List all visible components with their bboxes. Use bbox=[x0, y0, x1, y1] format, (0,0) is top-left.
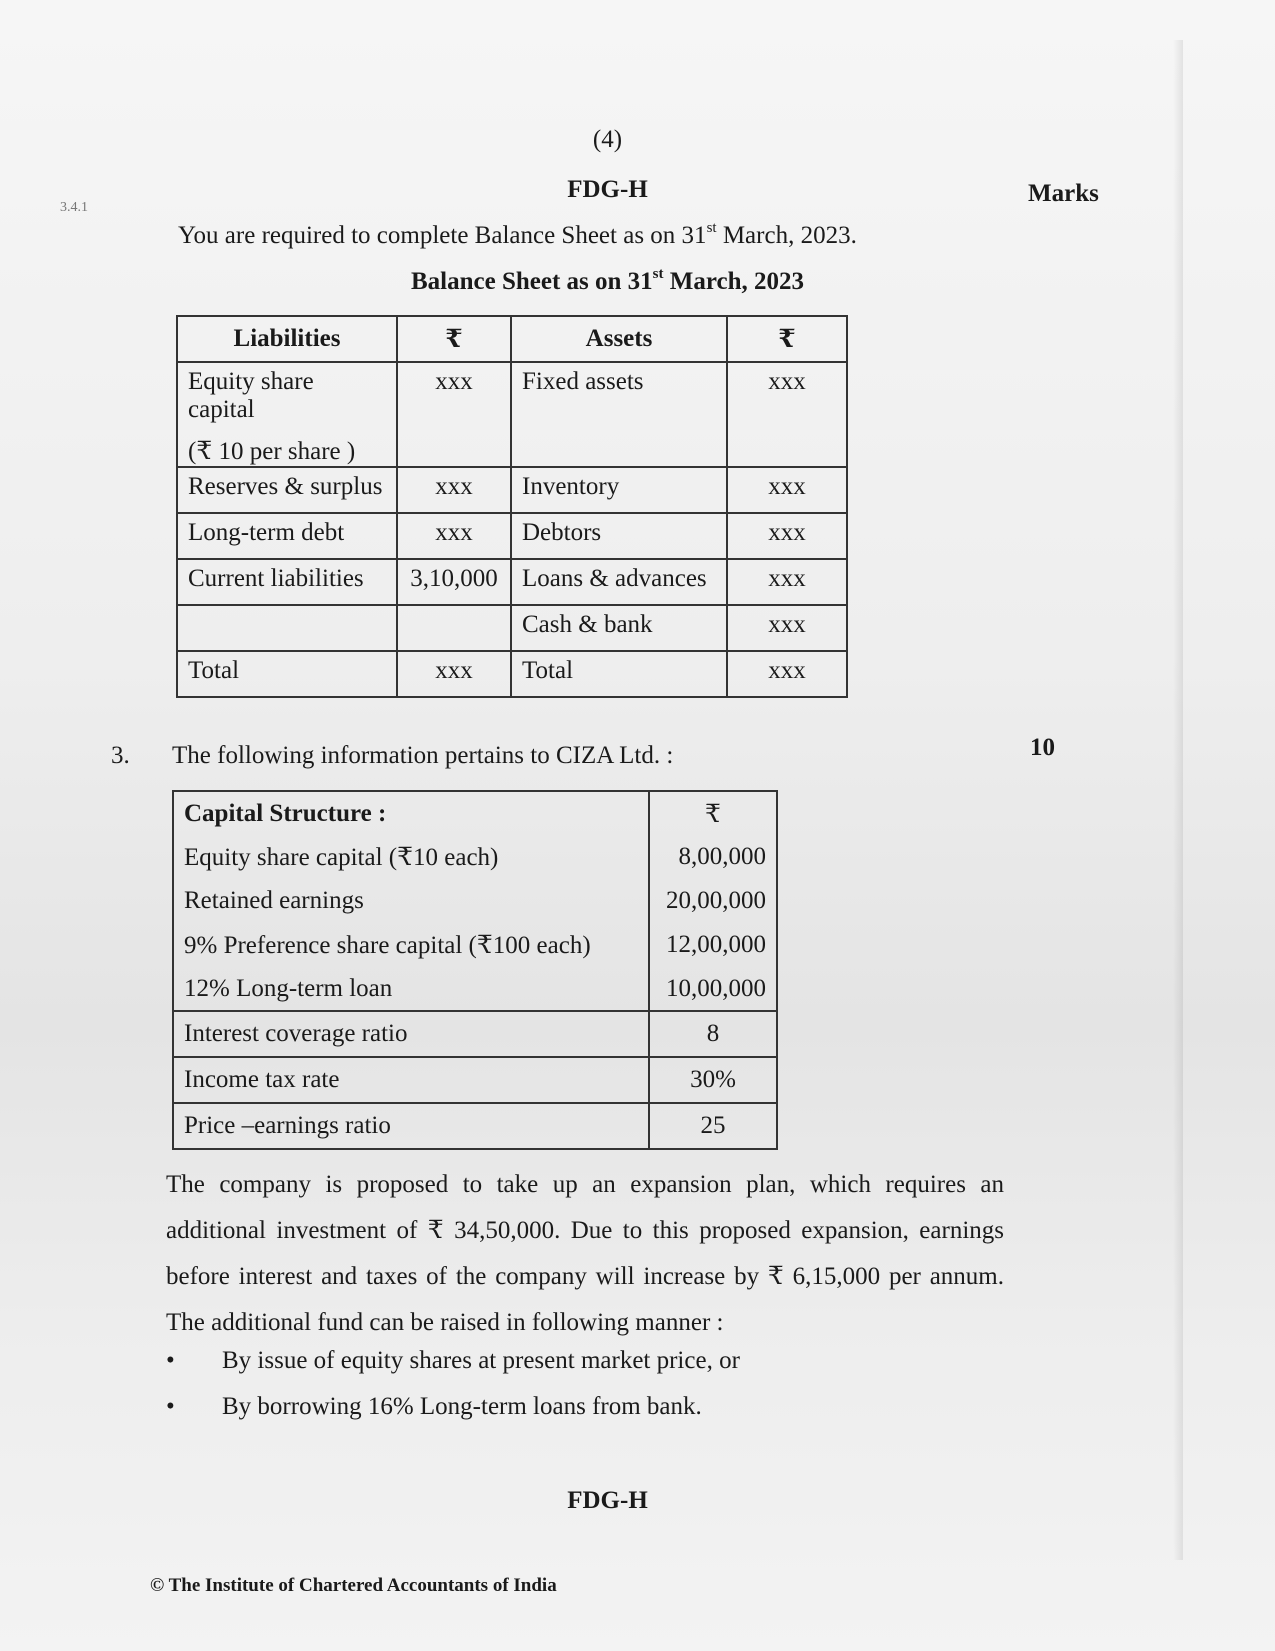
liability-cell bbox=[177, 362, 397, 467]
capital-structure-heading: Capital Structure : bbox=[173, 791, 649, 835]
margin-scribble: 3.4.1 bbox=[60, 200, 88, 215]
asset-amount: xxx bbox=[727, 513, 847, 559]
table-header-row bbox=[177, 316, 847, 362]
asset-cell: Inventory bbox=[511, 467, 727, 513]
capital-item-amount: 12,00,000 bbox=[649, 923, 777, 967]
capital-item-label: 12% Long-term loan bbox=[173, 967, 649, 1011]
capital-structure-table bbox=[172, 790, 778, 1150]
capital-item-label: 9% Preference share capital (₹100 each) bbox=[173, 923, 649, 967]
table-row bbox=[173, 835, 777, 879]
ratio-label: Income tax rate bbox=[173, 1057, 649, 1103]
question-text: The following information pertains to CIZA Ltd. : bbox=[172, 742, 674, 769]
capital-item-amount: 8,00,000 bbox=[649, 835, 777, 879]
balance-sheet-table bbox=[176, 315, 848, 698]
table-row bbox=[177, 513, 847, 559]
table-row bbox=[177, 467, 847, 513]
liability-amount: 3,10,000 bbox=[397, 559, 511, 605]
asset-cell: Cash & bank bbox=[511, 605, 727, 651]
question-marks: 10 bbox=[1030, 734, 1055, 761]
liability-cell: Reserves & surplus bbox=[177, 467, 397, 513]
liability-cell: Long-term debt bbox=[177, 513, 397, 559]
paper-code-bottom: FDG-H bbox=[567, 1487, 648, 1514]
asset-amount: xxx bbox=[727, 467, 847, 513]
table-row bbox=[173, 923, 777, 967]
instruction-prefix: You are required to complete Balance Sheet as on 31 bbox=[178, 222, 707, 249]
capital-structure-rupee-heading: ₹ bbox=[649, 791, 777, 835]
page-number: (4) bbox=[592, 126, 623, 153]
asset-amount: xxx bbox=[727, 362, 847, 467]
liability-total-amount: xxx bbox=[397, 651, 511, 697]
title-suffix: March, 2023 bbox=[663, 268, 805, 295]
ratio-value: 30% bbox=[649, 1057, 777, 1103]
marks-heading: Marks bbox=[1028, 180, 1099, 207]
ratio-row bbox=[173, 1103, 777, 1149]
header-assets: Assets bbox=[511, 316, 727, 362]
liability-sub-label: (₹ 10 per share ) bbox=[188, 438, 356, 465]
liability-amount: xxx bbox=[397, 513, 511, 559]
liability-amount: xxx bbox=[397, 362, 511, 467]
asset-cell: Loans & advances bbox=[511, 559, 727, 605]
list-item: • By borrowing 16% Long-term loans from bank. bbox=[166, 1384, 1004, 1430]
table-row bbox=[173, 967, 777, 1011]
expansion-paragraph: The company is proposed to take up an expansion plan, which requires an additional investment of ₹ 34,50,000. Due to this proposed expansion, earnings before interest and taxes of the company will increase by ₹ 6,15,000 per annum. The additional fund can be raised in following manner : bbox=[166, 1171, 1004, 1336]
title-sup: st bbox=[652, 266, 664, 282]
capital-item-amount: 20,00,000 bbox=[649, 879, 777, 923]
liability-amount: xxx bbox=[397, 467, 511, 513]
capital-item-label: Equity share capital (₹10 each) bbox=[173, 835, 649, 879]
ratio-label: Price –earnings ratio bbox=[173, 1103, 649, 1149]
table-row bbox=[177, 559, 847, 605]
asset-total-amount: xxx bbox=[727, 651, 847, 697]
table-total-row bbox=[177, 651, 847, 697]
balance-sheet-title bbox=[0, 268, 1215, 296]
capital-item-amount: 10,00,000 bbox=[649, 967, 777, 1011]
header-rupee-liabilities: ₹ bbox=[397, 316, 511, 362]
liability-total-label: Total bbox=[177, 651, 397, 697]
asset-amount: xxx bbox=[727, 605, 847, 651]
funding-options-list bbox=[166, 1338, 1004, 1430]
liability-cell bbox=[177, 605, 397, 651]
table-row bbox=[177, 362, 847, 467]
asset-amount: xxx bbox=[727, 559, 847, 605]
liability-label: Equity share capital bbox=[188, 368, 314, 423]
table-row bbox=[173, 879, 777, 923]
table-row bbox=[177, 605, 847, 651]
ratio-row bbox=[173, 1057, 777, 1103]
asset-cell: Fixed assets bbox=[511, 362, 727, 467]
asset-total-label: Total bbox=[511, 651, 727, 697]
header-rupee-assets: ₹ bbox=[727, 316, 847, 362]
capital-item-label: Retained earnings bbox=[173, 879, 649, 923]
header-liabilities: Liabilities bbox=[177, 316, 397, 362]
liability-amount bbox=[397, 605, 511, 651]
ratio-row bbox=[173, 1011, 777, 1057]
footer-copyright: © The Institute of Chartered Accountants of India bbox=[150, 1575, 557, 1596]
instruction-text bbox=[178, 222, 857, 250]
instruction-sup: st bbox=[706, 220, 717, 236]
asset-cell: Debtors bbox=[511, 513, 727, 559]
title-prefix: Balance Sheet as on 31 bbox=[410, 268, 653, 295]
ratio-value: 25 bbox=[649, 1103, 777, 1149]
question-number: 3. bbox=[111, 742, 130, 769]
capital-structure-header-row bbox=[173, 791, 777, 835]
instruction-suffix: March, 2023. bbox=[716, 222, 857, 249]
ratio-label: Interest coverage ratio bbox=[173, 1011, 649, 1057]
ratio-value: 8 bbox=[649, 1011, 777, 1057]
liability-cell: Current liabilities bbox=[177, 559, 397, 605]
paper-code-top: FDG-H bbox=[567, 176, 648, 203]
list-item: • By issue of equity shares at present market price, or bbox=[166, 1338, 1004, 1384]
